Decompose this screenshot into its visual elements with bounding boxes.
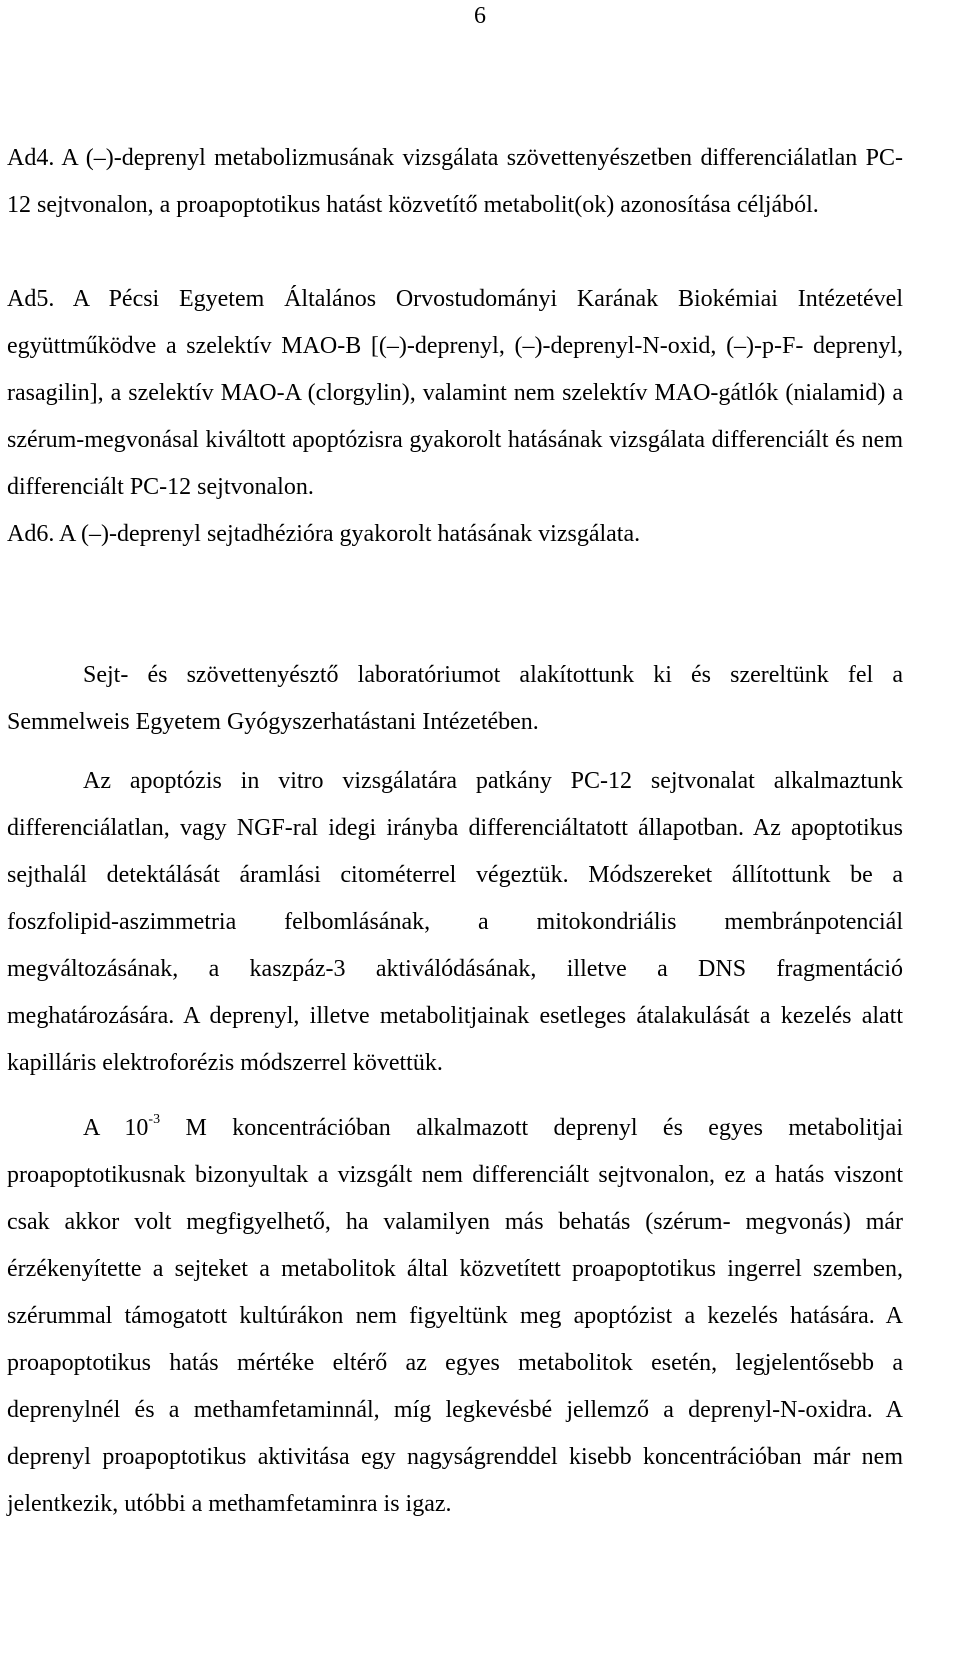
text-line: Ad6. A (–)-deprenyl sejtadhézióra gyakorolt hatásának vizsgálata. (7, 521, 641, 547)
text-line: viszont csak akkor volt megfigyelhető, ha valamilyen más behatás (szérum- (7, 1162, 904, 1235)
text-line: metabolit(ok) azonosítása céljából. (483, 192, 819, 218)
exponent: -3 (148, 1112, 161, 1127)
paragraph-methods (7, 758, 903, 1087)
list-item-ad6 (7, 511, 903, 558)
text-line: proapoptotikusnak bizonyultak a vizsgált nem differenciált sejtvonalon, ez a hatás (7, 1162, 825, 1188)
text-line: eltérő az egyes metabolitok esetén, legjelentősebb a deprenylnél és a (7, 1350, 904, 1423)
text-line: fragmentáció meghatározására. A deprenyl, illetve metabolitjainak esetleges (7, 956, 903, 1029)
text-line: együttműködve a szelektív MAO-B [(–)-deprenyl, (–)-deprenyl-N-oxid, (–)-p-F- (7, 333, 804, 359)
text-line: állítottunk be a foszfolipid-aszimmetria felbomlásának, a mitokondriális (7, 862, 904, 935)
text-line: megvonás) már érzékenyítette a sejteket a metabolitok által közvetített (7, 1209, 904, 1282)
text-line: proapoptotikus aktivitása egy nagyságrenddel kisebb koncentrációban már nem (102, 1444, 904, 1470)
paragraph-laboratory (7, 652, 903, 746)
list-item-ad5 (7, 276, 903, 511)
text-line: MAO-gátlók (nialamid) a szérum-megvonásal kiváltott apoptózisra gyakorolt (7, 380, 903, 453)
text-line: hatásának vizsgálata differenciált és nem differenciált PC-12 sejtvonalon. (7, 427, 903, 500)
text-line: methamfetaminnál, míg legkevésbé jellemző a deprenyl-N-oxidra. A deprenyl (7, 1397, 904, 1470)
text-line: figyeltünk meg apoptózist a kezelés hatására. A proapoptotikus hatás mértéke (7, 1303, 904, 1376)
text-line: differenciálatlan PC-12 sejtvonalon, a proapoptotikus hatást közvetítő (7, 145, 903, 218)
text-line (83, 1112, 903, 1141)
text-line: átalakulását a kezelés alatt kapilláris elektroforézis módszerrel követtük. (7, 1003, 904, 1076)
text-line: Ad4. A (–)-deprenyl metabolizmusának vizsgálata szövettenyészetben (7, 145, 693, 171)
text-line: jelentkezik, utóbbi a methamfetaminra is igaz. (7, 1491, 452, 1517)
text-line: Sejt- és szövettenyésztő laboratóriumot alakítottunk ki és szereltünk fel a (83, 662, 903, 688)
page-number: 6 (474, 3, 486, 29)
text-line: differenciálatlan, vagy NGF-ral idegi irányba differenciáltatott állapotban. Az (7, 815, 781, 841)
paragraph-results (7, 1105, 903, 1528)
text-line: Az apoptózis in vitro vizsgálatára patkány PC-12 sejtvonalat alkalmaztunk (83, 768, 903, 794)
text-line: Semmelweis Egyetem Gyógyszerhatástani Intézetében. (7, 709, 539, 735)
text-line: apoptotikus sejthalál detektálását áramlási citométerrel végeztük. Módszereket (7, 815, 904, 888)
text-fragment: A 10 (83, 1115, 149, 1141)
text-fragment: M koncentrációban alkalmazott deprenyl és egyes metabolitjai (160, 1115, 903, 1141)
text-line: membránpotenciál megváltozásának, a kaszpáz-3 aktiválódásának, illetve a DNS (7, 909, 903, 982)
text-line: Ad5. A Pécsi Egyetem Általános Orvostudományi Karának Biokémiai Intézetével (7, 286, 903, 312)
list-item-ad4 (7, 135, 903, 229)
text-line: proapoptotikus ingerrel szemben, szérummal támogatott kultúrákon nem (7, 1256, 904, 1329)
text-line: deprenyl, rasagilin], a szelektív MAO-A (clorgylin), valamint nem szelektív (7, 333, 903, 406)
